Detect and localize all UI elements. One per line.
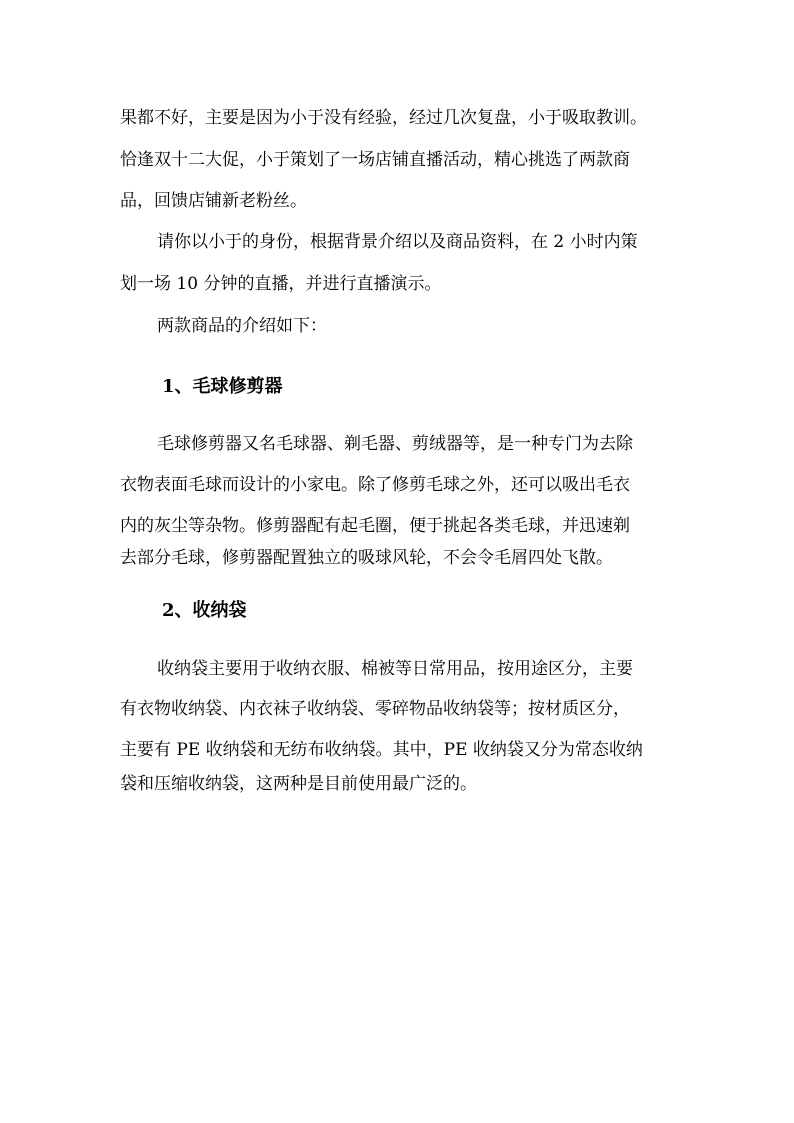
section1-line-1: 毛球修剪器又名毛球器、剃毛器、剪绒器等，是一种专门为去除 <box>157 434 633 454</box>
intro-line-3: 品，回馈店铺新老粉丝。 <box>120 191 307 211</box>
intro-line-2: 恰逢双十二大促，小于策划了一场店铺直播活动，精心挑选了两款商 <box>120 150 630 170</box>
task-line-2: 划一场 10 分钟的直播，并进行直播演示。 <box>120 274 442 294</box>
task-line-1: 请你以小于的身份，根据背景介绍以及商品资料，在 2 小时内策 <box>157 232 638 252</box>
section2-line-1: 收纳袋主要用于收纳衣服、棉被等日常用品，按用途区分，主要 <box>157 659 633 679</box>
section2-line-3: 主要有 PE 收纳袋和无纺布收纳袋。其中，PE 收纳袋又分为常态收纳 <box>120 740 643 760</box>
products-intro: 两款商品的介绍如下： <box>157 316 327 336</box>
section-heading-1: 1、毛球修剪器 <box>162 376 283 397</box>
intro-line-1: 果都不好，主要是因为小于没有经验，经过几次复盘，小于吸取教训。 <box>120 108 647 128</box>
section2-line-2: 有衣物收纳袋、内衣袜子收纳袋、零碎物品收纳袋等；按材质区分， <box>120 699 630 719</box>
section1-line-4: 去部分毛球，修剪器配置独立的吸球风轮，不会令毛屑四处飞散。 <box>120 548 613 568</box>
section2-line-4: 袋和压缩收纳袋，这两种是目前使用最广泛的。 <box>120 774 477 794</box>
section-heading-2: 2、收纳袋 <box>162 600 247 621</box>
section1-line-3: 内的灰尘等杂物。修剪器配有起毛圈，便于挑起各类毛球，并迅速剃 <box>120 516 630 536</box>
section1-line-2: 衣物表面毛球而设计的小家电。除了修剪毛球之外，还可以吸出毛衣 <box>120 475 630 495</box>
